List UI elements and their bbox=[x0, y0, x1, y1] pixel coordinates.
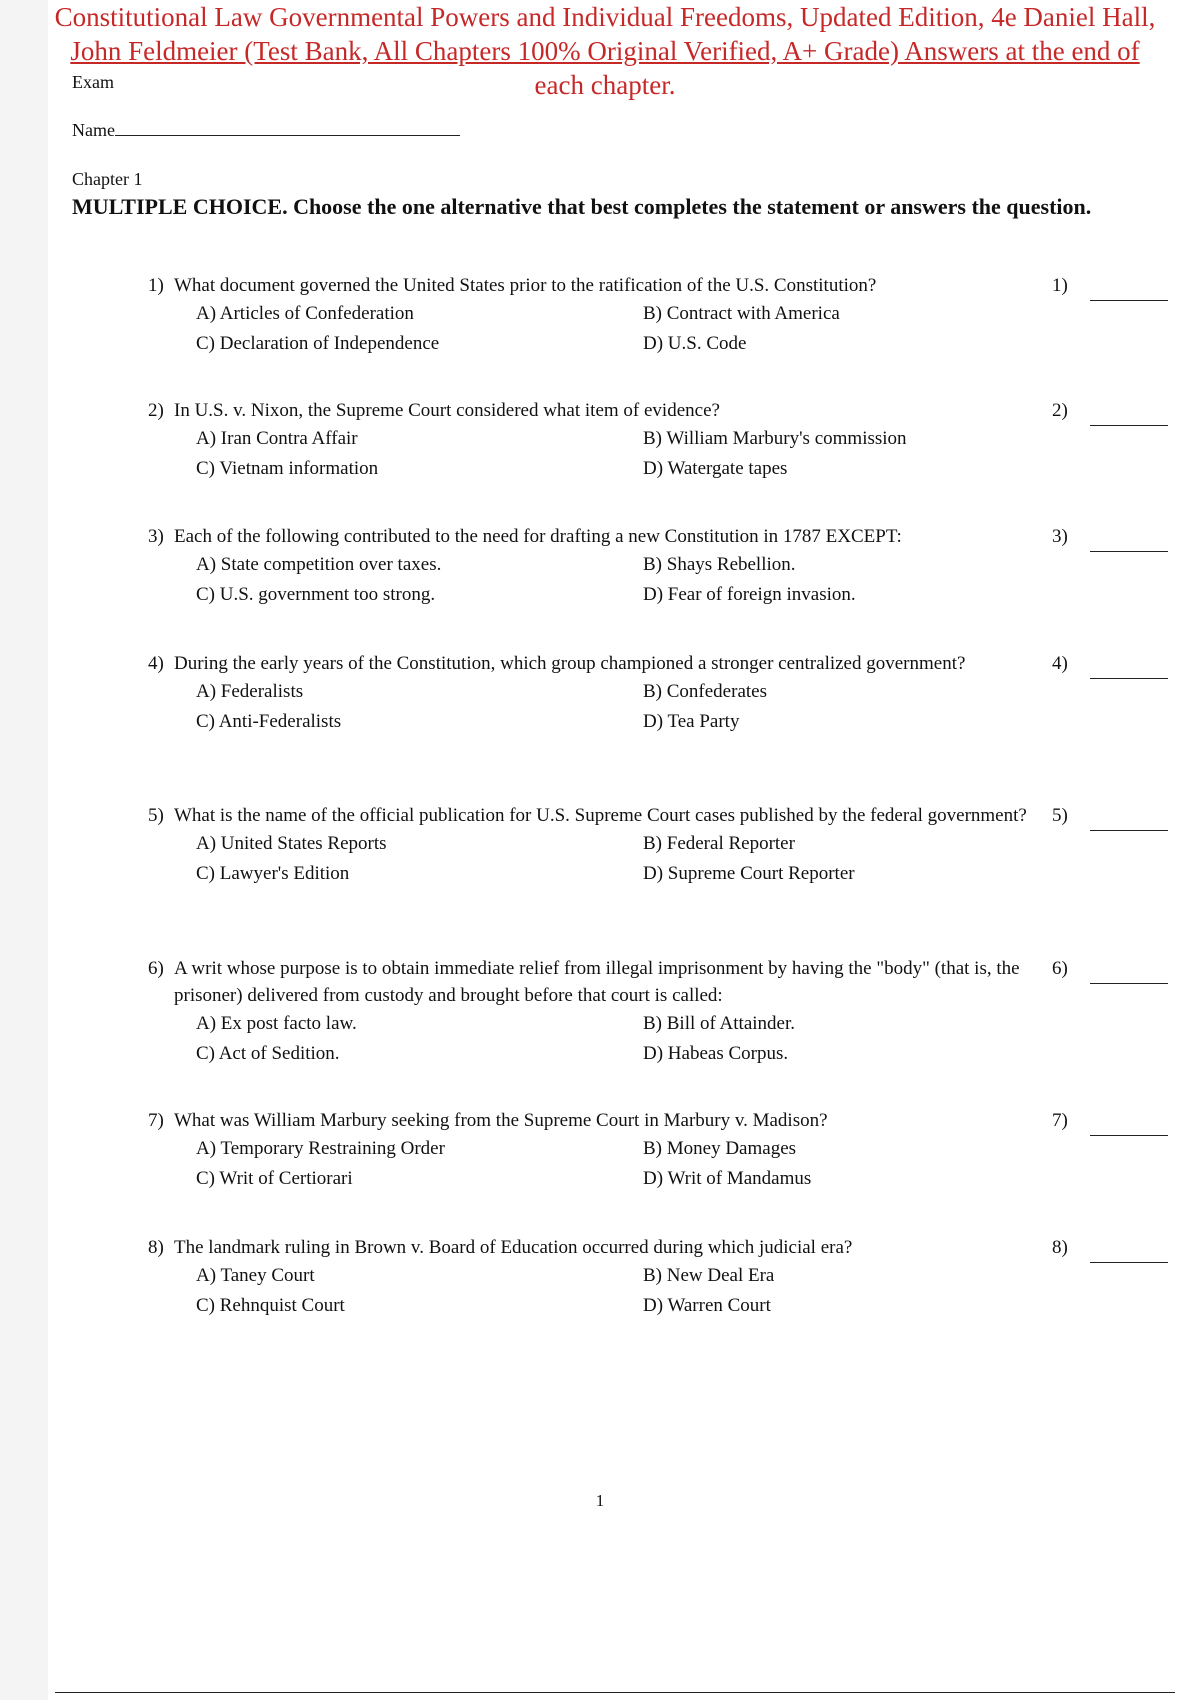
question-text: In U.S. v. Nixon, the Supreme Court considered what item of evidence? bbox=[174, 400, 720, 421]
title-line-1: Constitutional Law Governmental Powers and Individual Freedoms, Updated Edition, 4e Daniel Hall, bbox=[54, 2, 1156, 32]
option-a[interactable]: A) Taney Court bbox=[196, 1265, 315, 1286]
question-number: 6) bbox=[148, 958, 164, 979]
answer-blank[interactable] bbox=[1090, 551, 1168, 552]
option-c[interactable]: C) U.S. government too strong. bbox=[196, 584, 436, 605]
question-3 bbox=[148, 523, 1168, 610]
answer-number: 3) bbox=[1052, 526, 1068, 547]
question-number: 8) bbox=[148, 1237, 164, 1258]
option-b[interactable]: B) Shays Rebellion. bbox=[643, 554, 796, 575]
option-b[interactable]: B) William Marbury's commission bbox=[643, 428, 907, 449]
title-line-3: each chapter. bbox=[534, 70, 676, 100]
option-c[interactable]: C) Anti-Federalists bbox=[196, 711, 342, 732]
option-c[interactable]: C) Rehnquist Court bbox=[196, 1295, 345, 1316]
answer-options bbox=[196, 424, 1168, 484]
answer-blank[interactable] bbox=[1090, 830, 1168, 831]
answer-number: 2) bbox=[1052, 400, 1068, 421]
question-number: 2) bbox=[148, 400, 164, 421]
option-d[interactable]: D) U.S. Code bbox=[643, 333, 747, 354]
option-c[interactable]: C) Act of Sedition. bbox=[196, 1043, 340, 1064]
question-number: 4) bbox=[148, 653, 164, 674]
option-d[interactable]: D) Fear of foreign invasion. bbox=[643, 584, 856, 605]
question-number: 7) bbox=[148, 1110, 164, 1131]
question-text: What document governed the United States prior to the ratification of the U.S. Constitution? bbox=[174, 275, 877, 296]
answer-blank[interactable] bbox=[1090, 678, 1168, 679]
title-line-2: John Feldmeier (Test Bank, All Chapters 100% Original Verified, A+ Grade) Answers at the end of bbox=[70, 36, 1140, 66]
answer-number: 4) bbox=[1052, 653, 1068, 674]
question-stem bbox=[148, 802, 1074, 829]
exam-label: Exam bbox=[72, 72, 114, 92]
answer-blank[interactable] bbox=[1090, 1135, 1168, 1136]
option-a[interactable]: A) Federalists bbox=[196, 681, 304, 702]
question-8 bbox=[148, 1234, 1168, 1321]
option-a[interactable]: A) Iran Contra Affair bbox=[196, 428, 358, 449]
option-d[interactable]: D) Warren Court bbox=[643, 1295, 771, 1316]
answer-options bbox=[196, 677, 1168, 737]
answer-number: 6) bbox=[1052, 958, 1068, 979]
question-1 bbox=[148, 272, 1168, 359]
answer-number: 5) bbox=[1052, 805, 1068, 826]
page-margin-strip bbox=[0, 0, 48, 1700]
option-a[interactable]: A) State competition over taxes. bbox=[196, 554, 442, 575]
option-b[interactable]: B) Confederates bbox=[643, 681, 767, 702]
option-d[interactable]: D) Habeas Corpus. bbox=[643, 1043, 789, 1064]
document-title-banner bbox=[30, 0, 1180, 102]
option-d[interactable]: D) Tea Party bbox=[643, 711, 740, 732]
question-stem bbox=[148, 272, 1074, 299]
question-text: During the early years of the Constitution, which group championed a stronger centralized government? bbox=[174, 653, 966, 674]
question-stem bbox=[148, 397, 1074, 424]
question-stem bbox=[148, 1234, 1074, 1261]
answer-options bbox=[196, 1009, 1168, 1069]
page-number: 1 bbox=[595, 1491, 605, 1510]
question-stem bbox=[148, 523, 1074, 550]
answer-blank[interactable] bbox=[1090, 983, 1168, 984]
answer-number: 8) bbox=[1052, 1237, 1068, 1258]
question-5 bbox=[148, 802, 1168, 889]
option-b[interactable]: B) Federal Reporter bbox=[643, 833, 795, 854]
name-label: Name bbox=[72, 120, 115, 140]
answer-number: 1) bbox=[1052, 275, 1068, 296]
option-a[interactable]: A) Temporary Restraining Order bbox=[196, 1138, 445, 1159]
name-field-row bbox=[72, 120, 460, 141]
answer-options bbox=[196, 1134, 1168, 1194]
question-stem bbox=[148, 1107, 1074, 1134]
chapter-label: Chapter 1 bbox=[72, 169, 143, 189]
question-text: A writ whose purpose is to obtain immediate relief from illegal imprisonment by having the "body" (that is, the prisoner) delivered from custody and brought before that court is called: bbox=[174, 958, 1020, 1006]
answer-options bbox=[196, 1261, 1168, 1321]
instructions: MULTIPLE CHOICE. Choose the one alternative that best completes the statement or answers the question. bbox=[72, 194, 1092, 219]
option-b[interactable]: B) Bill of Attainder. bbox=[643, 1013, 795, 1034]
option-b[interactable]: B) New Deal Era bbox=[643, 1265, 775, 1286]
option-a[interactable]: A) Ex post facto law. bbox=[196, 1013, 357, 1034]
question-text: What was William Marbury seeking from the Supreme Court in Marbury v. Madison? bbox=[174, 1110, 828, 1131]
question-4 bbox=[148, 650, 1168, 737]
answer-blank[interactable] bbox=[1090, 425, 1168, 426]
answer-options bbox=[196, 299, 1168, 359]
footer-divider bbox=[55, 1692, 1175, 1693]
question-stem bbox=[148, 650, 1074, 677]
answer-options bbox=[196, 550, 1168, 610]
answer-options bbox=[196, 829, 1168, 889]
question-number: 5) bbox=[148, 805, 164, 826]
name-blank-line[interactable] bbox=[115, 121, 460, 136]
option-c[interactable]: C) Vietnam information bbox=[196, 458, 379, 479]
answer-blank[interactable] bbox=[1090, 1262, 1168, 1263]
option-d[interactable]: D) Watergate tapes bbox=[643, 458, 788, 479]
question-text: Each of the following contributed to the need for drafting a new Constitution in 1787 EXCEPT: bbox=[174, 526, 902, 547]
question-number: 1) bbox=[148, 275, 164, 296]
option-d[interactable]: D) Writ of Mandamus bbox=[643, 1168, 812, 1189]
question-7 bbox=[148, 1107, 1168, 1194]
question-number: 3) bbox=[148, 526, 164, 547]
option-c[interactable]: C) Lawyer's Edition bbox=[196, 863, 350, 884]
option-c[interactable]: C) Declaration of Independence bbox=[196, 333, 440, 354]
question-6 bbox=[148, 955, 1168, 1069]
answer-blank[interactable] bbox=[1090, 300, 1168, 301]
option-b[interactable]: B) Contract with America bbox=[643, 303, 840, 324]
option-a[interactable]: A) Articles of Confederation bbox=[196, 303, 414, 324]
question-text: What is the name of the official publication for U.S. Supreme Court cases published by the federal government? bbox=[174, 805, 1027, 826]
option-d[interactable]: D) Supreme Court Reporter bbox=[643, 863, 855, 884]
question-text: The landmark ruling in Brown v. Board of Education occurred during which judicial era? bbox=[174, 1237, 853, 1258]
option-a[interactable]: A) United States Reports bbox=[196, 833, 387, 854]
question-2 bbox=[148, 397, 1168, 484]
option-b[interactable]: B) Money Damages bbox=[643, 1138, 797, 1159]
question-stem bbox=[148, 955, 1074, 1009]
option-c[interactable]: C) Writ of Certiorari bbox=[196, 1168, 353, 1189]
answer-number: 7) bbox=[1052, 1110, 1068, 1131]
